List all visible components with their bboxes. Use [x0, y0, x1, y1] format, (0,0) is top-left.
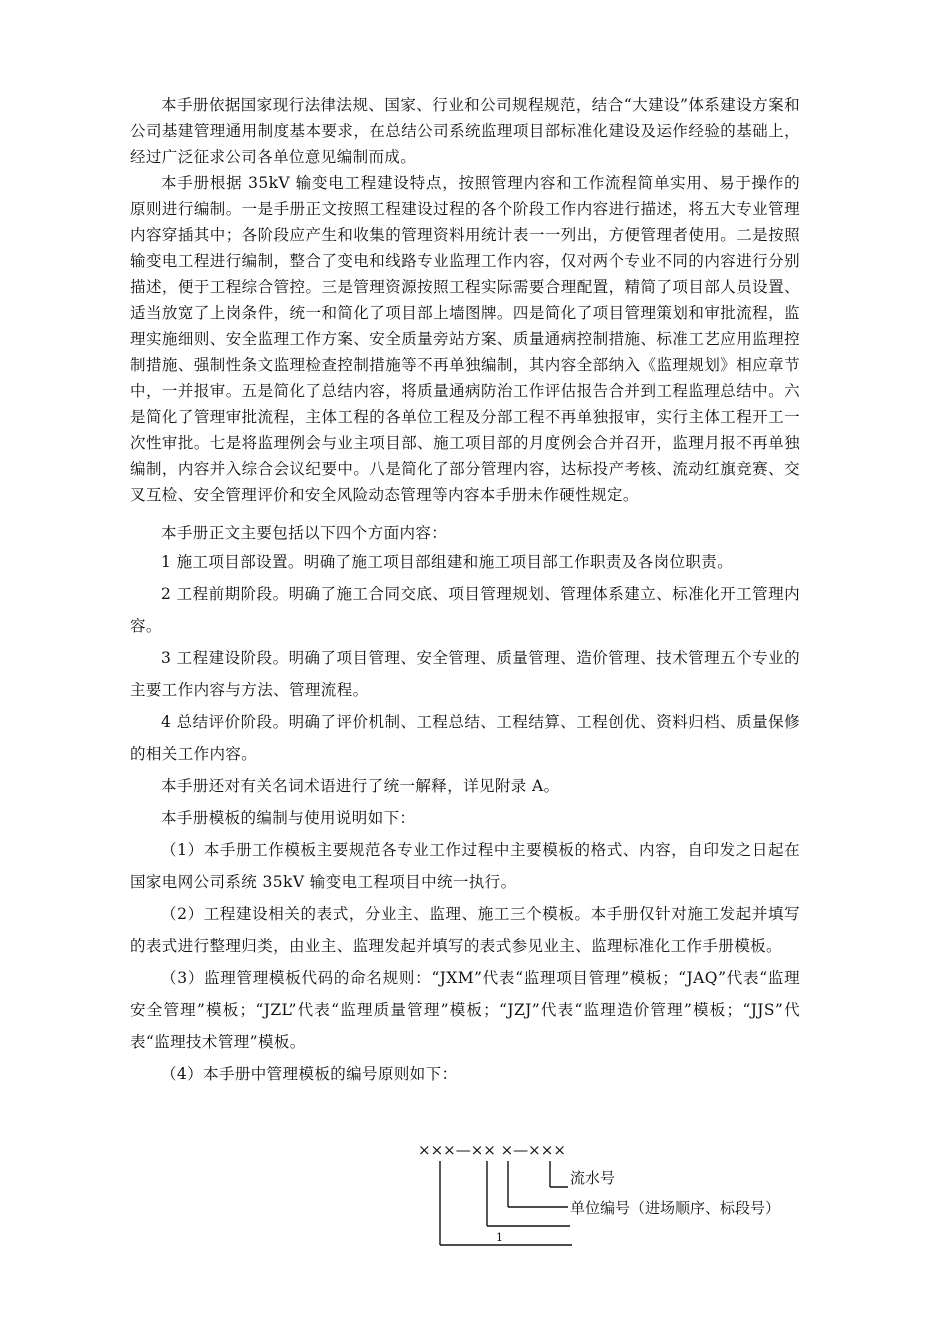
- section-item-1: 1 施工项目部设置。明确了施工项目部组建和施工项目部工作职责及各岗位职责。: [161, 553, 734, 571]
- bottom-label: 1: [496, 1231, 503, 1244]
- template-note-1: （1）本手册工作模板主要规范各专业工作过程中主要模板的格式、内容，自印发之日起在国家电网公司系统 35kV 输变电工程项目中统一执行。: [130, 841, 800, 891]
- intro-paragraph-1: 本手册依据国家现行法律法规、国家、行业和公司规程规范，结合“大建设”体系建设方案和公司基建管理通用制度基本要求，在总结公司系统监理项目部标准化建设及运作经验的基础上，经过广泛征求公司各单位意见编制而成。: [130, 96, 800, 166]
- section-item-3: 3 工程建设阶段。明确了项目管理、安全管理、质量管理、造价管理、技术管理五个专业的主要工作内容与方法、管理流程。: [130, 649, 800, 699]
- template-note-4: （4）本手册中管理模板的编号原则如下：: [161, 1065, 458, 1083]
- diagram-code: ×××—×× ×—×××: [418, 1141, 566, 1159]
- appendix-note: 本手册还对有关名词术语进行了统一解释，详见附录 A。: [161, 777, 560, 795]
- unit-label: 单位编号（进场顺序、标段号）: [570, 1199, 781, 1217]
- section-item-2: 2 工程前期阶段。明确了施工合同交底、项目管理规划、管理体系建立、标准化开工管理内容。: [130, 585, 800, 635]
- template-note-3: （3）监理管理模板代码的命名规则：“JXM”代表“监理项目管理”模板；“JAQ”代表“监理安全管理”模板；“JZL”代表“监理质量管理”模板；“JZJ”代表“监理造价管理”模板；“JJS”代表“监理技术管理”模板。: [130, 969, 800, 1051]
- intro-paragraph-2: 本手册根据 35kV 输变电工程建设特点，按照管理内容和工作流程简单实用、易于操作的原则进行编制。一是手册正文按照工程建设过程的各个阶段工作内容进行描述，将五大专业管理内容穿插其中；各阶段应产生和收集的管理资料用统计表一一列出，方便管理者使用。二是按照输变电工程进行编制，整合了变电和线路专业监理工作内容，仅对两个专业不同的内容进行分别描述，便于工程综合管控。三是管理资源按照工程实际需要合理配置，精简了项目部人员设置、适当放宽了上岗条件，统一和简化了项目部上墙图牌。四是简化了项目管理策划和审批流程，监理实施细则、安全监理工作方案、安全质量旁站方案、质量通病控制措施、标准工艺应用监理控制措施、强制性条文监理检查控制措施等不再单独编制，其内容全部纳入《监理规划》相应章节中，一并报审。五是简化了总结内容，将质量通病防治工作评估报告合并到工程监理总结中。六是简化了管理审批流程，主体工程的各单位工程及分部工程不再单独报审，实行主体工程开工一次性审批。七是将监理例会与业主项目部、施工项目部的月度例会合并召开，监理月报不再单独编制，内容并入综合会议纪要中。八是简化了部分管理内容，达标投产考核、流动红旗竞赛、交叉互检、安全管理评价和安全风险动态管理等内容本手册未作硬性规定。: [130, 174, 800, 504]
- section-item-4: 4 总结评价阶段。明确了评价机制、工程总结、工程结算、工程创优、资料归档、质量保修的相关工作内容。: [130, 713, 800, 763]
- template-intro: 本手册模板的编制与使用说明如下：: [161, 809, 416, 827]
- template-note-2: （2）工程建设相关的表式，分业主、监理、施工三个模板。本手册仅针对施工发起并填写的表式进行整理归类，由业主、监理发起并填写的表式参见业主、监理标准化工作手册模板。: [130, 905, 800, 955]
- numbering-diagram: [410, 1135, 830, 1255]
- document-body: [130, 92, 800, 1090]
- intro-paragraph-3: 本手册正文主要包括以下四个方面内容：: [161, 524, 448, 542]
- serial-label: 流水号: [570, 1169, 616, 1187]
